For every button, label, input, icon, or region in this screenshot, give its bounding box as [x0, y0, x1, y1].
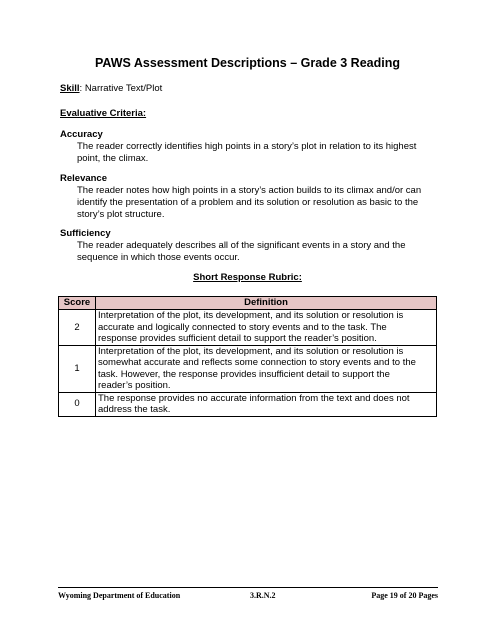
rubric-header-row [59, 297, 437, 310]
definition-cell [96, 345, 437, 392]
definition-line: task. However, the response provides insufficient detail to support the [98, 368, 390, 380]
section-body [60, 240, 440, 264]
footer-divider [58, 587, 438, 588]
text-line: point, the climax. [77, 153, 149, 164]
page-title: PAWS Assessment Descriptions – Grade 3 Reading [95, 56, 400, 70]
text-line: The reader notes how high points in a story’s action builds to its climax and/or can [77, 185, 422, 196]
rubric-row [59, 392, 437, 416]
section-sufficiency [60, 228, 440, 264]
definition-cell [96, 310, 437, 346]
score-cell: 1 [59, 345, 96, 392]
definition-line: Interpretation of the plot, its development, and its solution or resolution is [98, 310, 404, 321]
text-line: identify the presentation of a problem and its solution or resolution as basic to the [77, 197, 419, 208]
section-body [60, 185, 440, 221]
definition-line: Interpretation of the plot, its development, and its solution or resolution is [98, 345, 404, 357]
section-accuracy [60, 129, 440, 165]
footer-page-number: Page 19 of 20 Pages [371, 591, 438, 600]
section-body [60, 141, 440, 165]
section-relevance [60, 173, 440, 221]
rubric-title: Short Response Rubric: [193, 272, 302, 283]
definition-line: The response provides no accurate information from the text and does not [98, 392, 410, 404]
text-line: sequence in which those events occur. [77, 252, 240, 263]
text-line: The reader correctly identifies high points in a story’s plot in relation to its highest [77, 141, 417, 152]
definition-header: Definition [96, 297, 437, 310]
skill-line [60, 83, 162, 94]
score-cell: 0 [59, 392, 96, 416]
section-heading: Accuracy [60, 129, 103, 140]
section-heading: Relevance [60, 173, 108, 184]
criteria-heading: Evaluative Criteria: [60, 108, 147, 119]
rubric-row [59, 310, 437, 346]
definition-line: response provides sufficient detail to support the reader’s position. [98, 333, 377, 344]
section-heading: Sufficiency [60, 228, 111, 239]
definition-cell [96, 392, 437, 416]
definition-line: address the task. [98, 404, 171, 415]
definition-line: reader’s position. [98, 380, 171, 391]
definition-line: accurate and logically connected to story events and to the task. The [98, 321, 387, 333]
score-header: Score [59, 297, 96, 310]
skill-value: : Narrative Text/Plot [79, 83, 163, 94]
text-line: The reader adequately describes all of the significant events in a story and the [77, 240, 406, 251]
rubric-table [58, 296, 437, 417]
footer-code: 3.R.N.2 [250, 591, 276, 600]
rubric-row [59, 345, 437, 392]
footer-organization: Wyoming Department of Education [58, 591, 181, 600]
definition-line: somewhat accurate and reflects some connection to story events and to the [98, 357, 416, 368]
text-line: story’s plot structure. [77, 209, 165, 220]
skill-label: Skill [60, 83, 80, 94]
score-cell: 2 [59, 310, 96, 346]
